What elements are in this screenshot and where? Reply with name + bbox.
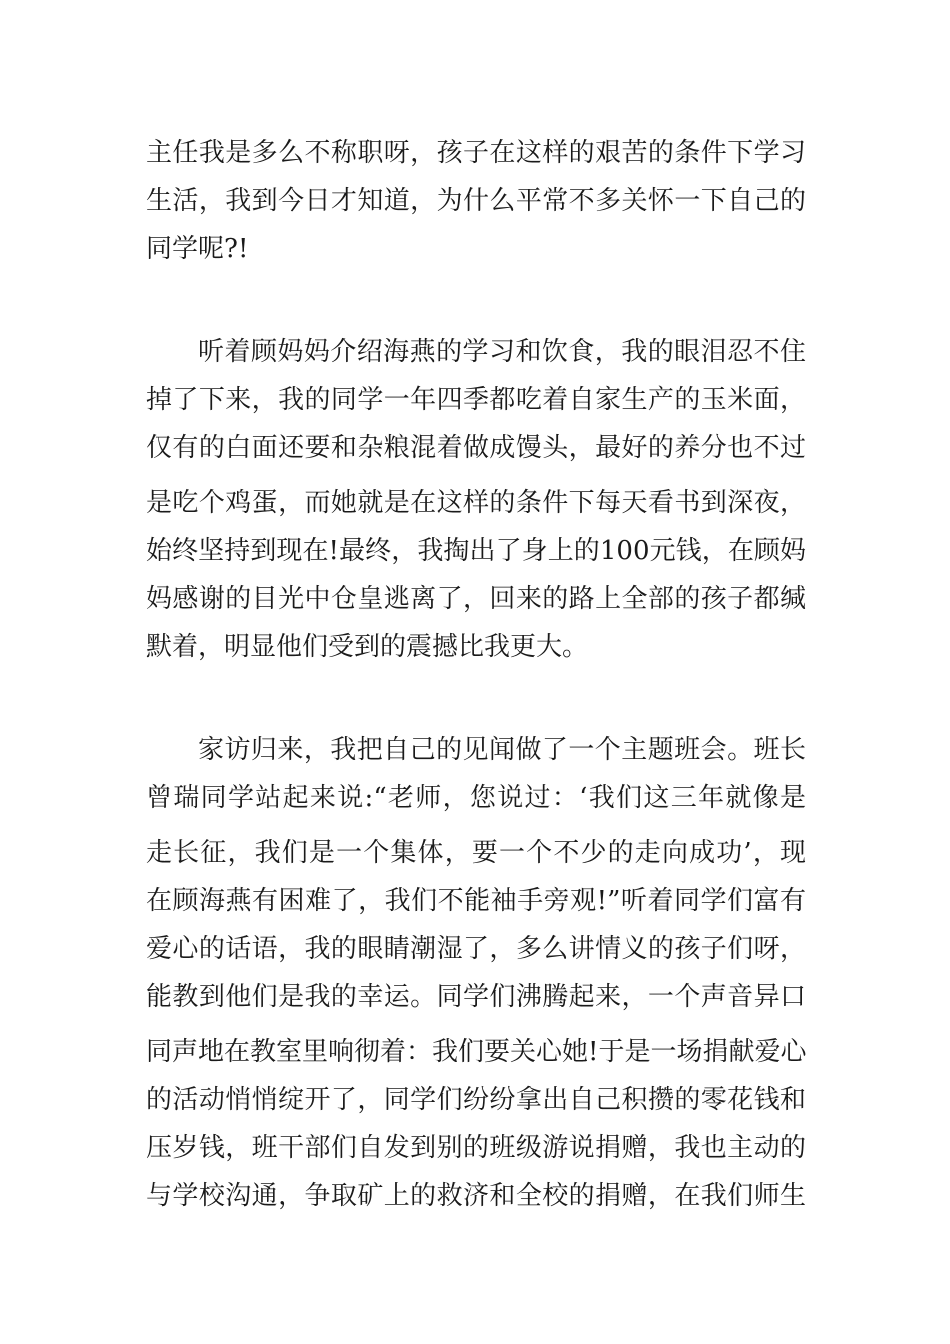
paragraph-3-line-6: 能教到他们是我的幸运。同学们沸腾起来，一个声音异口 (146, 982, 806, 1012)
paragraph-3-line-1: 家访归来，我把自己的见闻做了一个主题班会。班长 (198, 735, 806, 765)
paragraph-2-line-5: 始终坚持到现在!最终，我掏出了身上的100元钱，在顾妈 (146, 536, 806, 566)
paragraph-3-line-9: 压岁钱，班干部们自发到别的班级游说捐赠，我也主动的 (146, 1133, 806, 1163)
paragraph-2-line-1: 听着顾妈妈介绍海燕的学习和饮食，我的眼泪忍不住 (198, 337, 806, 367)
paragraph-1-line-1: 主任我是多么不称职呀，孩子在这样的艰苦的条件下学习 (146, 138, 806, 168)
paragraph-2-line-3: 仅有的白面还要和杂粮混着做成馒头，最好的养分也不过 (146, 433, 806, 463)
paragraph-3-line-8: 的活动悄悄绽开了，同学们纷纷拿出自己积攒的零花钱和 (146, 1085, 806, 1115)
paragraph-2-line-6: 妈感谢的目光中仓皇逃离了，回来的路上全部的孩子都缄 (146, 584, 806, 614)
paragraph-1-line-3: 同学呢?! (146, 234, 249, 264)
paragraph-3-line-2: 曾瑞同学站起来说:“老师，您说过：‘我们这三年就像是 (146, 783, 806, 813)
paragraph-3-line-4: 在顾海燕有困难了，我们不能袖手旁观!”听着同学们富有 (146, 886, 806, 916)
paragraph-2-line-4: 是吃个鸡蛋，而她就是在这样的条件下每天看书到深夜， (146, 488, 806, 518)
paragraph-1-line-2: 生活，我到今日才知道，为什么平常不多关怀一下自己的 (146, 186, 806, 216)
paragraph-3-line-10: 与学校沟通，争取矿上的救济和全校的捐赠，在我们师生 (146, 1181, 806, 1211)
paragraph-3-line-7: 同声地在教室里响彻着：我们要关心她!于是一场捐献爱心 (146, 1037, 807, 1067)
paragraph-3-line-5: 爱心的话语，我的眼睛潮湿了，多么讲情义的孩子们呀， (146, 934, 806, 964)
paragraph-2-line-2: 掉了下来，我的同学一年四季都吃着自家生产的玉米面， (146, 385, 806, 415)
paragraph-3-line-3: 走长征，我们是一个集体，要一个不少的走向成功’，现 (146, 838, 806, 868)
paragraph-2-line-7: 默着，明显他们受到的震撼比我更大。 (146, 632, 589, 662)
